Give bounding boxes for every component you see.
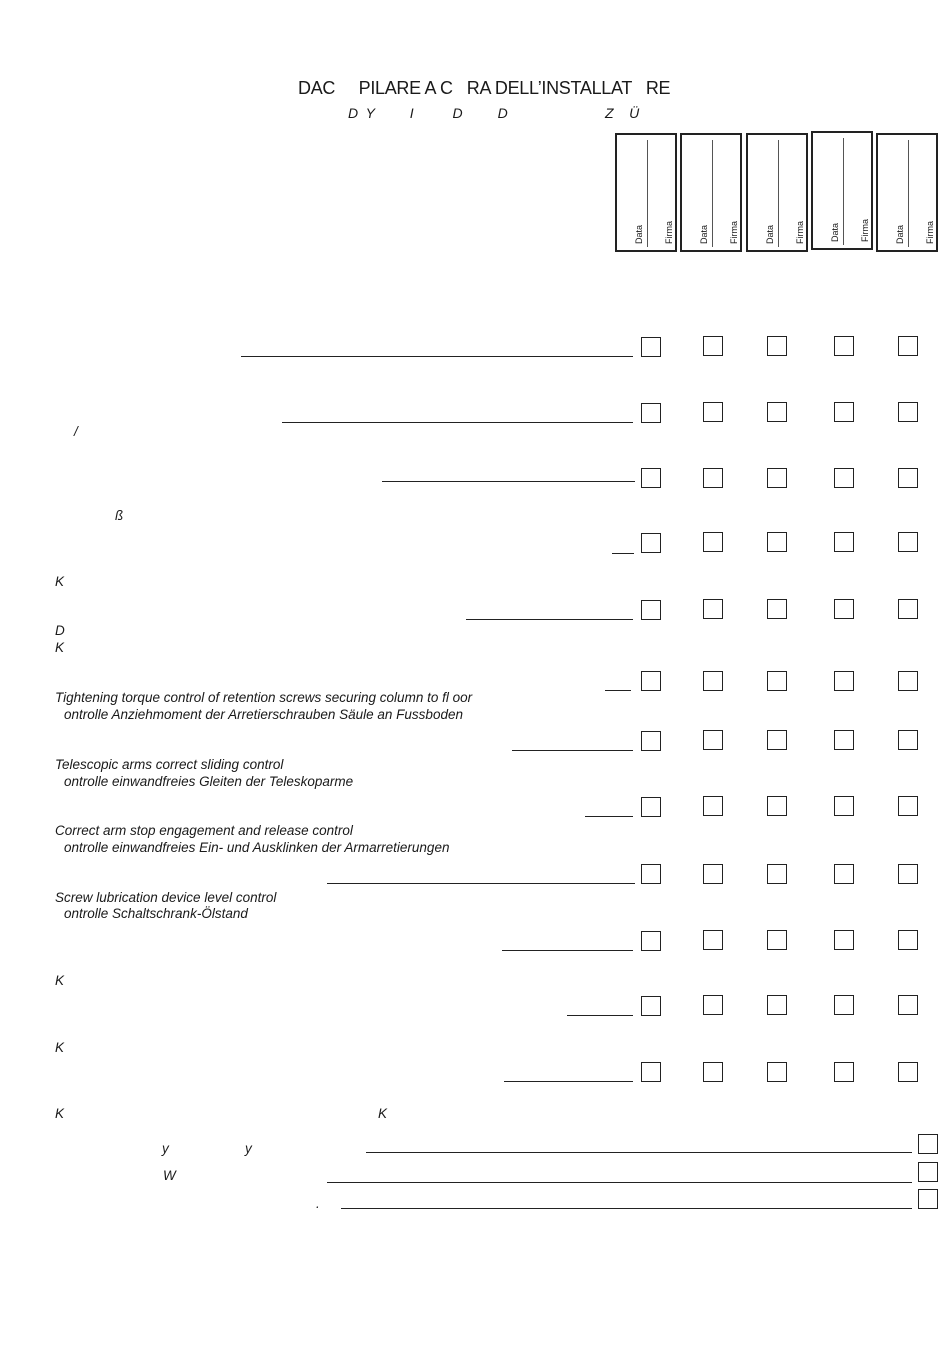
fragment-text: y bbox=[162, 1141, 169, 1156]
fragment-text: K bbox=[55, 1040, 65, 1055]
fragment-text: ß bbox=[115, 508, 124, 523]
fragment-text: / bbox=[74, 424, 78, 439]
fill-line bbox=[612, 553, 634, 554]
fragment-text: y bbox=[245, 1141, 252, 1156]
fill-line bbox=[366, 1152, 912, 1153]
checkbox[interactable] bbox=[767, 864, 787, 884]
page-title: DAC PILARE A C RA DELL’INSTALLAT RE bbox=[298, 78, 671, 98]
checkbox[interactable] bbox=[898, 1062, 918, 1082]
checkbox[interactable] bbox=[641, 600, 661, 620]
checkbox[interactable] bbox=[834, 995, 854, 1015]
column-header-5 bbox=[876, 133, 938, 252]
date-label: Data bbox=[765, 224, 775, 244]
checkbox[interactable] bbox=[834, 730, 854, 750]
checkbox[interactable] bbox=[767, 730, 787, 750]
checkbox[interactable] bbox=[767, 1062, 787, 1082]
fragment-text: K bbox=[55, 574, 65, 589]
checkbox[interactable] bbox=[898, 599, 918, 619]
checkbox[interactable] bbox=[641, 671, 661, 691]
checkbox[interactable] bbox=[703, 930, 723, 950]
date-label: Data bbox=[699, 224, 709, 244]
signature-label: Firma bbox=[729, 221, 739, 244]
fragment-text: K bbox=[55, 973, 65, 988]
signature-label: Firma bbox=[860, 219, 870, 242]
fill-line bbox=[567, 1015, 633, 1016]
column-divider bbox=[712, 140, 713, 247]
date-label: Data bbox=[634, 224, 644, 244]
checkbox[interactable] bbox=[767, 336, 787, 356]
checkbox[interactable] bbox=[641, 337, 661, 357]
checkbox[interactable] bbox=[703, 532, 723, 552]
date-label: Data bbox=[895, 224, 905, 244]
check-item-en: Correct arm stop engagement and release control bbox=[55, 823, 353, 838]
checkbox[interactable] bbox=[834, 864, 854, 884]
checkbox[interactable] bbox=[898, 336, 918, 356]
fill-line bbox=[605, 690, 631, 691]
checkbox[interactable] bbox=[767, 599, 787, 619]
check-item-de: ontrolle einwandfreies Ein- und Ausklinken der Armarretierungen bbox=[64, 840, 450, 855]
checkbox[interactable] bbox=[834, 1062, 854, 1082]
signature-label: Firma bbox=[925, 221, 935, 244]
checkbox[interactable] bbox=[767, 402, 787, 422]
fill-line bbox=[327, 1182, 912, 1183]
fragment-text: W bbox=[163, 1168, 176, 1183]
check-item-de: ontrolle einwandfreies Gleiten der Teleskoparme bbox=[64, 774, 354, 789]
check-item-de: ontrolle Schaltschrank-Ölstand bbox=[64, 906, 248, 921]
checkbox[interactable] bbox=[703, 1062, 723, 1082]
checkbox[interactable] bbox=[898, 468, 918, 488]
checkbox[interactable] bbox=[703, 796, 723, 816]
checkbox[interactable] bbox=[767, 930, 787, 950]
checkbox[interactable] bbox=[641, 731, 661, 751]
checkbox[interactable] bbox=[918, 1134, 938, 1154]
checkbox[interactable] bbox=[898, 671, 918, 691]
checkbox[interactable] bbox=[703, 336, 723, 356]
checkbox[interactable] bbox=[641, 797, 661, 817]
fill-line bbox=[341, 1208, 912, 1209]
checkbox[interactable] bbox=[641, 533, 661, 553]
date-label: Data bbox=[830, 222, 840, 242]
checkbox[interactable] bbox=[767, 532, 787, 552]
signature-label: Firma bbox=[795, 221, 805, 244]
fill-line bbox=[502, 950, 633, 951]
checkbox[interactable] bbox=[641, 996, 661, 1016]
checkbox[interactable] bbox=[834, 468, 854, 488]
signature-label: Firma bbox=[664, 221, 674, 244]
fill-line bbox=[585, 816, 633, 817]
checkbox[interactable] bbox=[834, 930, 854, 950]
checkbox[interactable] bbox=[834, 599, 854, 619]
checkbox[interactable] bbox=[703, 402, 723, 422]
checkbox[interactable] bbox=[641, 468, 661, 488]
checkbox[interactable] bbox=[703, 730, 723, 750]
checkbox[interactable] bbox=[767, 995, 787, 1015]
fill-line bbox=[466, 619, 633, 620]
fragment-text: K bbox=[55, 1106, 65, 1121]
fill-line bbox=[241, 356, 633, 357]
checkbox[interactable] bbox=[767, 796, 787, 816]
checkbox[interactable] bbox=[898, 796, 918, 816]
column-divider bbox=[843, 138, 844, 245]
checkbox[interactable] bbox=[898, 730, 918, 750]
checkbox[interactable] bbox=[898, 532, 918, 552]
checkbox[interactable] bbox=[641, 931, 661, 951]
check-item-de: ontrolle Anziehmoment der Arretierschrauben Säule an Fussboden bbox=[64, 707, 463, 722]
check-item-en: Tightening torque control of retention screws securing column to fl oor bbox=[55, 690, 473, 705]
checkbox[interactable] bbox=[898, 864, 918, 884]
check-item-en: Telescopic arms correct sliding control bbox=[55, 757, 284, 772]
checkbox[interactable] bbox=[703, 671, 723, 691]
checkbox[interactable] bbox=[703, 468, 723, 488]
column-header-4 bbox=[811, 131, 873, 250]
column-header-1 bbox=[615, 133, 677, 252]
checkbox[interactable] bbox=[898, 930, 918, 950]
checkbox[interactable] bbox=[641, 403, 661, 423]
checkbox[interactable] bbox=[641, 864, 661, 884]
fill-line bbox=[504, 1081, 633, 1082]
column-header-3 bbox=[746, 133, 808, 252]
fragment-text: K bbox=[378, 1106, 388, 1121]
fill-line bbox=[327, 883, 635, 884]
fill-line bbox=[282, 422, 633, 423]
page-subtitle: D Y I D D Z Ü bbox=[348, 105, 640, 121]
checkbox[interactable] bbox=[898, 995, 918, 1015]
fill-line bbox=[512, 750, 633, 751]
column-divider bbox=[778, 140, 779, 247]
checkbox[interactable] bbox=[834, 796, 854, 816]
fragment-text: . bbox=[316, 1196, 320, 1211]
fill-line bbox=[382, 481, 635, 482]
fragment-text: K bbox=[55, 640, 65, 655]
checkbox[interactable] bbox=[834, 402, 854, 422]
column-divider bbox=[908, 140, 909, 247]
column-divider bbox=[647, 140, 648, 247]
check-item-en: Screw lubrication device level control bbox=[55, 890, 277, 905]
fragment-text: D bbox=[55, 623, 65, 638]
checkbox[interactable] bbox=[703, 864, 723, 884]
checkbox[interactable] bbox=[898, 402, 918, 422]
checkbox[interactable] bbox=[641, 1062, 661, 1082]
checkbox[interactable] bbox=[767, 671, 787, 691]
checkbox[interactable] bbox=[703, 599, 723, 619]
checkbox[interactable] bbox=[703, 995, 723, 1015]
column-header-2 bbox=[680, 133, 742, 252]
checkbox[interactable] bbox=[918, 1162, 938, 1182]
checkbox[interactable] bbox=[834, 671, 854, 691]
checkbox[interactable] bbox=[834, 532, 854, 552]
checkbox[interactable] bbox=[834, 336, 854, 356]
checkbox[interactable] bbox=[918, 1189, 938, 1209]
checkbox[interactable] bbox=[767, 468, 787, 488]
